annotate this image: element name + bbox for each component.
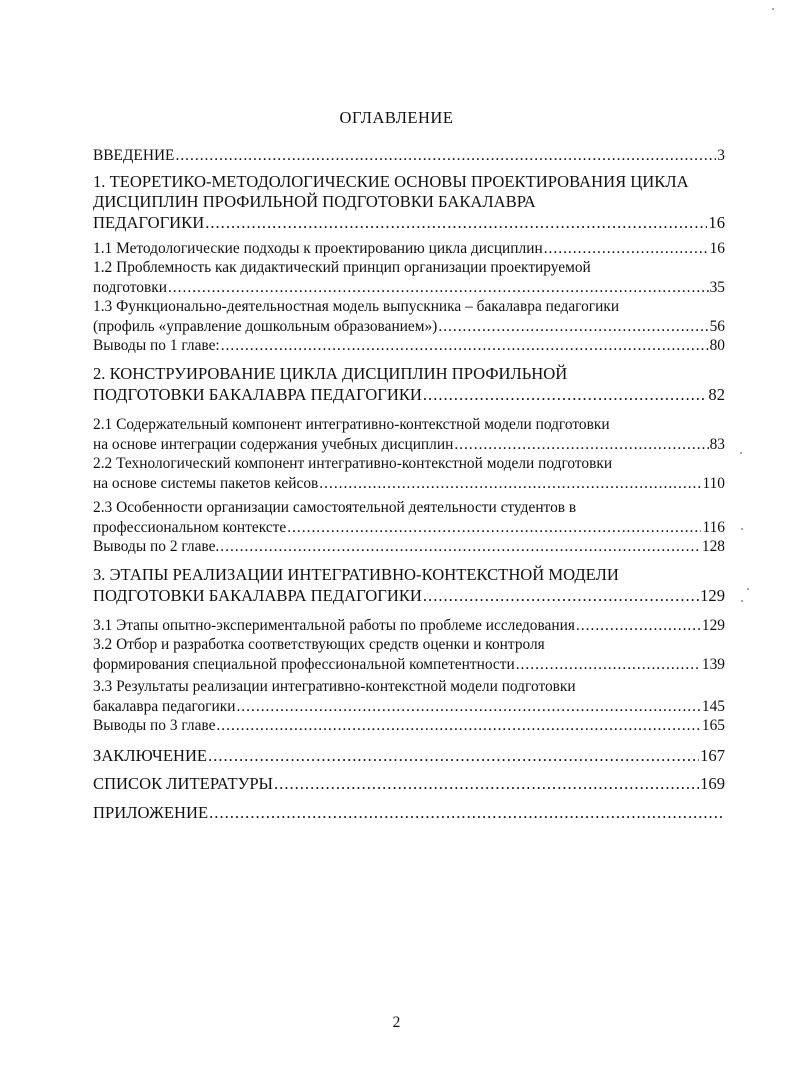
- toc-page-number: 80: [709, 337, 725, 355]
- toc-page-number: 16: [709, 239, 725, 257]
- toc-entry-lead: 1.2 Проблемность как дидактический принцип организации проектируемой: [93, 259, 591, 277]
- dot-leader: [221, 336, 709, 356]
- toc-page-number: 128: [701, 538, 725, 556]
- toc-entry-text: Выводы по 3 главе: [93, 717, 216, 735]
- dot-leader: [287, 518, 701, 538]
- dot-leader: [205, 213, 707, 234]
- page-title: ОГЛАВЛЕНИЕ: [339, 108, 454, 127]
- toc-entry-conclusion[interactable]: [93, 746, 725, 767]
- toc-entry-text: СПИСОК ЛИТЕРАТУРЫ: [93, 774, 274, 794]
- toc-page-number: 169: [700, 774, 725, 794]
- toc-entry-3-3[interactable]: [93, 677, 725, 716]
- table-of-contents: [93, 146, 725, 824]
- toc-entry-lead: 1. ТЕОРЕТИКО-МЕТОДОЛОГИЧЕСКИЕ ОСНОВЫ ПРОЕКТИРОВАНИЯ ЦИКЛА ДИСЦИПЛИН ПРОФИЛЬНОЙ ПОДГОТОВКИ БАКАЛАВРА: [93, 171, 689, 212]
- toc-entry-text: бакалавра педагогики: [93, 697, 236, 715]
- toc-entry-conclusions-2[interactable]: [93, 537, 725, 557]
- toc-page-number: 83: [709, 435, 725, 453]
- scan-speck: [741, 528, 743, 530]
- toc-entry-text: (профиль «управление дошкольным образованием»): [93, 317, 438, 335]
- toc-page-number: 116: [702, 518, 725, 536]
- toc-entry-text: на основе интеграции содержания учебных дисциплин: [93, 435, 454, 453]
- toc-entry-text: профессиональном контексте: [93, 518, 287, 536]
- dot-leader: [319, 474, 701, 494]
- toc-entry-lead: 2.2 Технологический компонент интегративно-контекстной модели подготовки: [93, 455, 613, 473]
- dot-leader: [220, 537, 701, 557]
- dot-leader: [423, 385, 708, 406]
- toc-entry-appendix[interactable]: [93, 803, 725, 824]
- dot-leader: [168, 278, 709, 298]
- toc-entry-lead: 2. КОНСТРУИРОВАНИЕ ЦИКЛА ДИСЦИПЛИН ПРОФИЛЬНОЙ: [93, 363, 568, 383]
- dot-leader: [576, 616, 701, 636]
- toc-entry-1-1[interactable]: [93, 239, 725, 259]
- toc-entry-text: подготовки: [93, 278, 167, 296]
- toc-page-number: 139: [701, 655, 725, 673]
- dot-leader: [544, 239, 709, 259]
- toc-page-number: 16: [708, 213, 725, 233]
- toc-entry-introduction[interactable]: [93, 146, 725, 166]
- toc-page-number: 82: [708, 384, 725, 404]
- toc-entry-lead: 3.2 Отбор и разработка соответствующих средств оценки и контроля: [93, 636, 545, 654]
- toc-entry-text: ВВЕДЕНИЕ: [93, 147, 175, 164]
- toc-entry-text: 3.1 Этапы опытно-экспериментальной работы по проблеме исследования: [93, 616, 575, 634]
- toc-entry-lead: 1.3 Функционально-деятельностная модель выпускника – бакалавра педагогики: [93, 298, 620, 316]
- dot-leader: [423, 586, 699, 607]
- toc-entry-lead: 2.1 Содержательный компонент интегративно-контекстной модели подготовки: [93, 416, 610, 434]
- scan-speck: [741, 600, 743, 602]
- toc-entry-chapter-3[interactable]: [93, 565, 725, 607]
- toc-entry-text: 1.1 Методологические подходы к проектированию цикла дисциплин: [93, 239, 543, 257]
- toc-entry-conclusions-1[interactable]: [93, 336, 725, 356]
- scan-speck: [772, 8, 774, 10]
- dot-leader: [236, 697, 700, 717]
- toc-entry-text: ПОДГОТОВКИ БАКАЛАВРА ПЕДАГОГИКИ: [93, 585, 422, 605]
- toc-entry-text: Выводы по 1 главе:: [93, 337, 220, 355]
- scan-speck: [747, 588, 749, 590]
- toc-entry-1-2[interactable]: [93, 258, 725, 297]
- dot-leader: [209, 803, 724, 824]
- toc-entry-text: ПЕДАГОГИКИ: [93, 213, 205, 233]
- toc-entry-text: формирования специальной профессиональной компетентности: [93, 655, 515, 673]
- toc-page-number: 167: [700, 745, 725, 765]
- toc-entry-chapter-1[interactable]: [93, 172, 725, 234]
- dot-leader: [438, 317, 708, 337]
- page-number: 2: [392, 1014, 401, 1031]
- toc-entry-lead: 3. ЭТАПЫ РЕАЛИЗАЦИИ ИНТЕГРАТИВНО-КОНТЕКСТНОЙ МОДЕЛИ: [93, 564, 619, 584]
- toc-page-number: 35: [709, 278, 725, 296]
- toc-entry-text: ПОДГОТОВКИ БАКАЛАВРА ПЕДАГОГИКИ: [93, 384, 422, 404]
- toc-entry-conclusions-3[interactable]: [93, 716, 725, 736]
- toc-page-number: 129: [701, 616, 725, 634]
- toc-page-number: 165: [701, 717, 725, 735]
- toc-entry-3-2[interactable]: [93, 635, 725, 674]
- toc-entry-1-3[interactable]: [93, 297, 725, 336]
- toc-entry-lead: 2.3 Особенности организации самостоятельной деятельности студентов в: [93, 499, 577, 517]
- toc-entry-text: ПРИЛОЖЕНИЕ: [93, 803, 209, 823]
- toc-entry-references[interactable]: [93, 774, 725, 795]
- toc-entry-2-2[interactable]: [93, 454, 725, 493]
- toc-entry-3-1[interactable]: [93, 616, 725, 636]
- toc-page-number: 56: [709, 317, 725, 335]
- dot-leader: [216, 716, 700, 736]
- dot-leader: [516, 655, 701, 675]
- dot-leader: [208, 746, 699, 767]
- toc-entry-lead: 3.3 Результаты реализации интегративно-контекстной модели подготовки: [93, 678, 576, 696]
- toc-entry-chapter-2[interactable]: [93, 364, 725, 406]
- scan-speck: [740, 452, 742, 454]
- dot-leader: [274, 774, 699, 795]
- toc-entry-text: ЗАКЛЮЧЕНИЕ: [93, 745, 208, 765]
- toc-entry-2-1[interactable]: [93, 415, 725, 454]
- toc-page-number: 129: [700, 585, 725, 605]
- toc-page-number: 110: [702, 474, 725, 492]
- toc-entry-text: Выводы по 2 главе.: [93, 538, 220, 556]
- dot-leader: [175, 146, 716, 166]
- toc-entry-text: на основе системы пакетов кейсов: [93, 474, 319, 492]
- toc-entry-2-3[interactable]: [93, 498, 725, 537]
- toc-page-number: 3: [717, 147, 725, 164]
- dot-leader: [454, 435, 708, 455]
- toc-page-number: 145: [701, 697, 725, 715]
